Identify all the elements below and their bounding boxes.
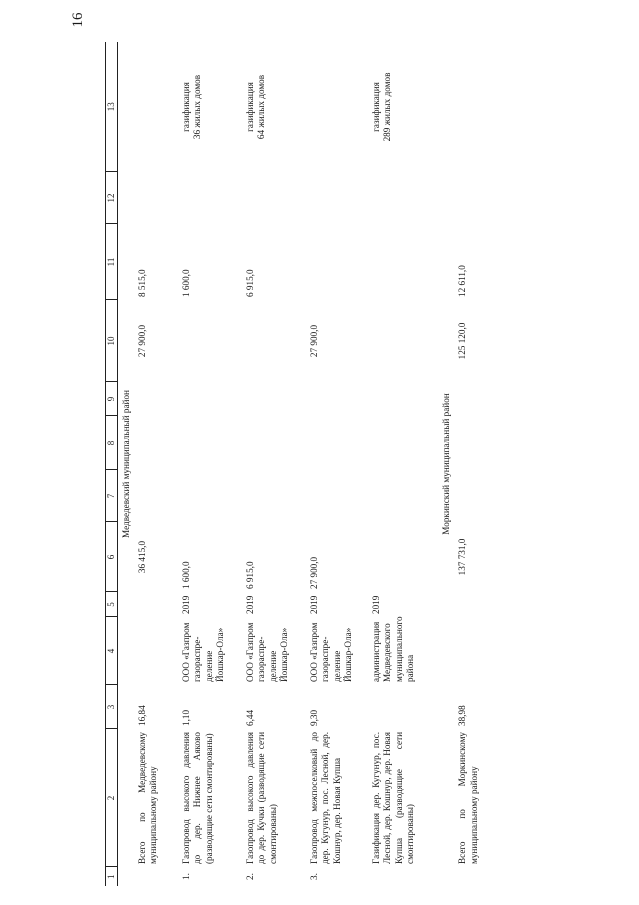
total-length: 38,98 <box>457 705 468 726</box>
col-header-13: 13 <box>106 42 118 172</box>
row-result <box>180 42 244 172</box>
gasification-table <box>105 42 500 886</box>
result-line-1: газификация <box>181 82 192 132</box>
col-header-1: 1 <box>106 867 118 886</box>
row-col6: 27 900,0 <box>309 556 320 589</box>
row-col10 <box>370 300 438 382</box>
col-header-4: 4 <box>106 617 118 685</box>
total-col6: 36 415,0 <box>137 540 148 574</box>
table-row <box>180 42 244 886</box>
col-header-11: 11 <box>106 224 118 300</box>
row-number <box>370 867 438 886</box>
row-col10: 27 900,0 <box>309 324 320 358</box>
total-row <box>456 42 500 886</box>
table-row <box>308 42 370 886</box>
col-header-7: 7 <box>106 470 118 522</box>
total-length: 16,84 <box>137 705 148 726</box>
page-number: 16 <box>70 12 86 28</box>
row-name: Газопровод высокого давления до дер. Кучки (разводящие сети смонтированы) <box>245 732 278 864</box>
total-col10: 27 900,0 <box>137 324 148 358</box>
row-result <box>244 42 308 172</box>
row-year: 2019 <box>245 595 256 614</box>
row-col6: 1 600,0 <box>181 561 192 589</box>
row-year: 2019 <box>371 595 382 614</box>
row-col6: 6 915,0 <box>245 561 256 589</box>
row-length: 1,10 <box>181 709 192 726</box>
col-header-9: 9 <box>106 382 118 416</box>
section-title: Медведевский муниципальный район <box>121 390 131 538</box>
row-result <box>370 42 438 172</box>
col-header-5: 5 <box>106 592 118 617</box>
total-col11: 12 611,0 <box>457 265 468 297</box>
result-line-1: газификация <box>245 82 256 132</box>
rotated-table-container <box>105 42 639 886</box>
col-header-2: 2 <box>106 729 118 867</box>
row-name: Газификация дер. Кугунур, пос. Лесной, дер. Кошнур, дер. Новая Купша (разводящие сети смонтированы) <box>371 732 415 864</box>
col-header-8: 8 <box>106 416 118 470</box>
total-col6: 137 731,0 <box>457 538 468 576</box>
row-col11: 1 600,0 <box>181 269 192 297</box>
section-title: Моркинский муниципальный район <box>441 393 452 535</box>
col-header-3: 3 <box>106 685 118 729</box>
row-number: 1. <box>181 873 192 880</box>
column-number-row <box>106 42 118 886</box>
result-line-1: газификация <box>371 82 382 132</box>
row-name: Газопровод высокого давления до дер. Нижнее Аяково (разводящие сети смонтированы) <box>181 732 214 864</box>
row-year: 2019 <box>309 595 320 614</box>
row-col10 <box>244 300 308 382</box>
row-number: 3. <box>309 873 320 880</box>
row-org: ООО «Газпром газораспре-деление Йошкар-Ола» <box>181 622 225 682</box>
row-org: ООО «Газпром газораспре-деление Йошкар-Ола» <box>245 622 289 682</box>
row-col11: 6 915,0 <box>245 269 256 297</box>
result-line-2: 289 жилых домов <box>382 72 393 142</box>
section-title-row <box>118 42 137 886</box>
row-result <box>308 42 370 172</box>
row-col11 <box>308 224 370 300</box>
result-line-2: 64 жилых домов <box>256 74 267 140</box>
total-row <box>136 42 180 886</box>
row-col6 <box>370 522 438 592</box>
col-header-6: 6 <box>106 522 118 592</box>
row-year: 2019 <box>181 595 192 614</box>
section-title-row <box>438 42 456 886</box>
row-org: администрация Медведевского муниципального района <box>371 616 415 682</box>
row-length: 6,44 <box>245 709 256 726</box>
row-org: ООО «Газпром газораспре-деление Йошкар-Ола» <box>309 622 353 682</box>
total-col11: 8 515,0 <box>137 269 148 297</box>
col-header-10: 10 <box>106 300 118 382</box>
result-line-2: 36 жилых домов <box>192 74 203 140</box>
col-header-12: 12 <box>106 172 118 224</box>
table-row <box>244 42 308 886</box>
total-name: Всего по Медведевскому муниципальному району <box>137 732 159 864</box>
row-name: Газопровод межпоселковый до дер. Кугунур, пос. Лесной, дер. Кошнур, дер. Новая Купша <box>309 732 342 864</box>
row-col10 <box>180 300 244 382</box>
row-number: 2. <box>245 873 256 880</box>
table-row <box>370 42 438 886</box>
row-length <box>370 685 438 729</box>
row-col11 <box>370 224 438 300</box>
total-col10: 125 120,0 <box>457 322 468 360</box>
total-name: Всего по Моркинскому муниципальному району <box>457 732 479 864</box>
row-length: 9,30 <box>309 709 320 726</box>
